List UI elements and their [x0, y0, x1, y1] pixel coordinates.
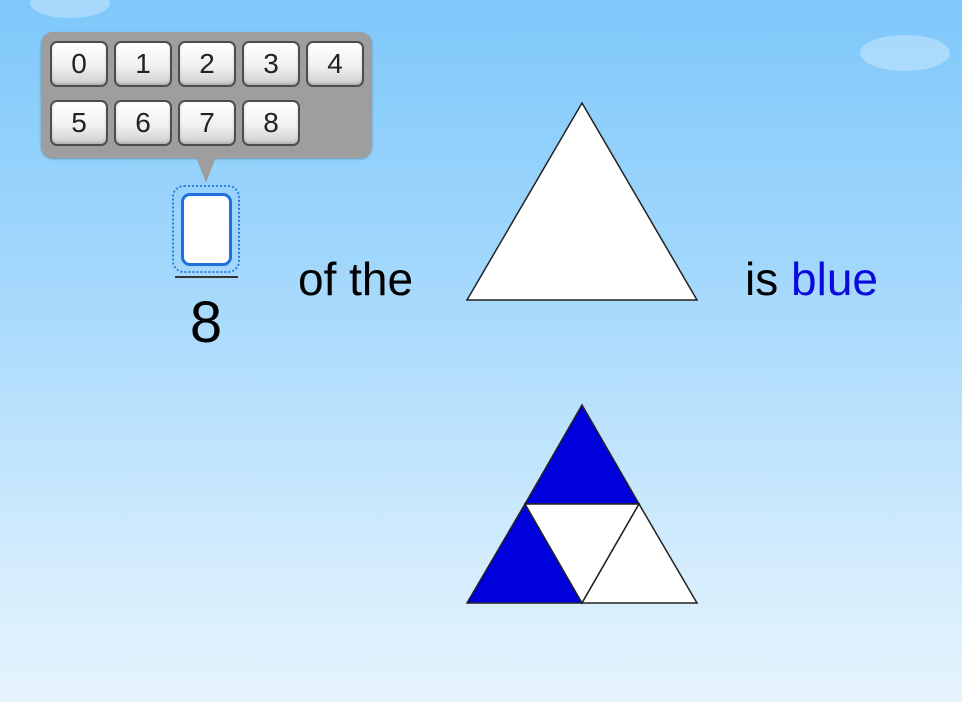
piece-top	[525, 405, 639, 504]
key-7[interactable]: 7	[178, 100, 236, 146]
key-6[interactable]: 6	[114, 100, 172, 146]
denominator: 8	[189, 290, 223, 355]
key-3[interactable]: 3	[242, 41, 300, 87]
whole-triangle-icon	[467, 103, 697, 300]
color-word: blue	[791, 253, 878, 305]
key-5[interactable]: 5	[50, 100, 108, 146]
key-0[interactable]: 0	[50, 41, 108, 87]
of-the-label: of the	[298, 253, 414, 305]
is-word: is	[745, 253, 779, 305]
key-1[interactable]: 1	[114, 41, 172, 87]
key-4[interactable]: 4	[306, 41, 364, 87]
key-8[interactable]: 8	[242, 100, 300, 146]
divided-triangle	[467, 405, 697, 603]
key-2[interactable]: 2	[178, 41, 236, 87]
